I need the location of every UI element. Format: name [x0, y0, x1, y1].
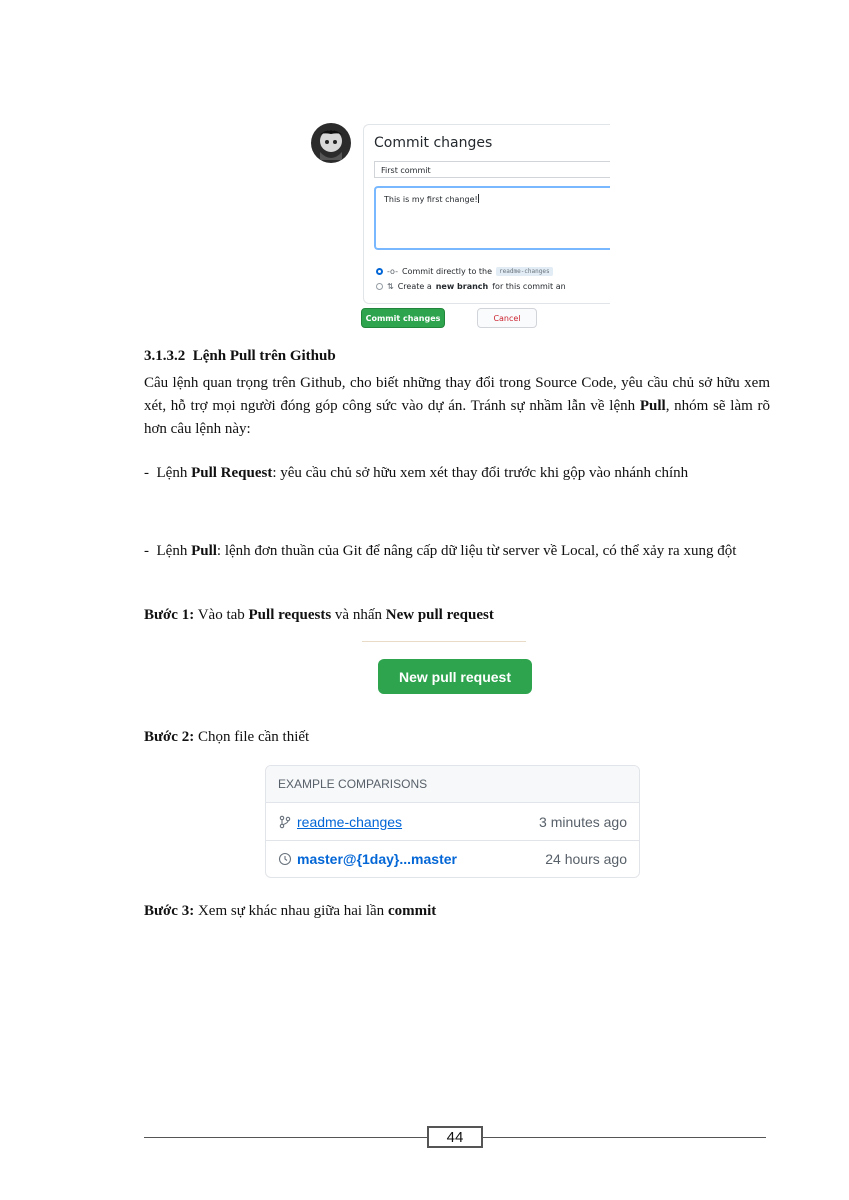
new-branch-bold: new branch [435, 282, 489, 291]
commit-changes-screenshot [308, 118, 610, 336]
cancel-button[interactable]: Cancel [477, 308, 537, 328]
bullet-bold: Pull [191, 543, 217, 559]
step-1 [144, 607, 494, 624]
intro-text-end: , nhóm sẽ làm rõ hơn câu lệnh này: [144, 398, 770, 437]
comparison-time: 3 minutes ago [539, 813, 627, 830]
branch-pill: readme-changes [496, 267, 553, 276]
bullet-prefix: Lệnh [156, 465, 192, 481]
comparison-time: 24 hours ago [545, 851, 627, 867]
intro-paragraph [144, 372, 770, 441]
new-branch-option[interactable] [376, 282, 566, 291]
comparison-link[interactable]: master@{1day}...master [297, 851, 457, 867]
intro-bold: Pull [639, 398, 666, 414]
divider-line [362, 641, 526, 642]
pull-request-icon: ⇅ [387, 282, 394, 291]
branch-icon [278, 815, 292, 829]
footer-rule-right [483, 1137, 766, 1138]
text-caret [478, 194, 479, 203]
radio-selected[interactable] [376, 268, 383, 275]
commit-description-input[interactable] [374, 186, 610, 250]
new-branch-suffix: for this commit an [492, 282, 566, 291]
step-bold: New pull request [385, 607, 494, 623]
section-heading [144, 348, 336, 365]
step-3 [144, 903, 436, 920]
bullet-text: : lệnh đơn thuần của Git để nâng cấp dữ liệu từ server về Local, có thể xảy ra xung đột [216, 543, 737, 559]
intro-text: Câu lệnh quan trọng trên Github, cho biết những thay đổi trong Source Code, yêu cầu chủ sở hữu xem xét, hỗ trợ mọi người đóng góp công sức vào dự án. Tránh sự nhầm lẫn về lệnh [144, 375, 770, 414]
commit-title: Commit changes [374, 135, 493, 151]
bullet-bold: Pull Request [191, 465, 273, 481]
commit-description-text: This is my first change! [384, 195, 478, 204]
commit-direct-option[interactable] [376, 267, 553, 276]
step-text: và nhấn [331, 607, 386, 623]
bullet-pull [144, 540, 770, 563]
step-text: Chọn file cần thiết [194, 729, 310, 745]
new-branch-prefix: Create a [397, 282, 432, 291]
step-label: Bước 1: [144, 607, 195, 623]
step-label: Bước 2: [144, 729, 195, 745]
new-pull-request-button[interactable]: New pull request [378, 659, 532, 694]
user-avatar [310, 122, 352, 164]
bullet-pull-request [144, 462, 770, 485]
bullet-text: : yêu cầu chủ sở hữu xem xét thay đổi trước khi gộp vào nhánh chính [272, 465, 689, 481]
footer-rule-left [144, 1137, 427, 1138]
comparisons-header: EXAMPLE COMPARISONS [266, 766, 639, 803]
bullet-dash: - [144, 543, 157, 559]
step-bold: commit [387, 903, 437, 919]
comparison-link[interactable]: readme-changes [297, 813, 403, 830]
page-number: 44 [427, 1126, 483, 1148]
step-bold: Pull requests [248, 607, 332, 623]
comparison-row[interactable] [266, 840, 639, 877]
step-2 [144, 729, 309, 746]
comparison-row[interactable] [266, 803, 639, 840]
commit-direct-label: Commit directly to the [401, 267, 493, 276]
section-title: Lệnh Pull trên Github [192, 348, 336, 364]
step-label: Bước 3: [144, 903, 195, 919]
step-text: Xem sự khác nhau giữa hai lần [194, 903, 388, 919]
history-icon [278, 852, 292, 866]
step-text: Vào tab [194, 607, 249, 623]
example-comparisons-panel [265, 765, 640, 878]
radio-unselected[interactable] [376, 283, 383, 290]
commit-changes-button[interactable]: Commit changes [361, 308, 445, 328]
commit-summary-input[interactable]: First commit [374, 161, 610, 178]
bullet-prefix: Lệnh [156, 543, 192, 559]
bullet-dash: - [144, 465, 157, 481]
section-number: 3.1.3.2 [144, 348, 186, 364]
commit-form [363, 124, 610, 304]
commit-icon: -o- [387, 267, 398, 276]
